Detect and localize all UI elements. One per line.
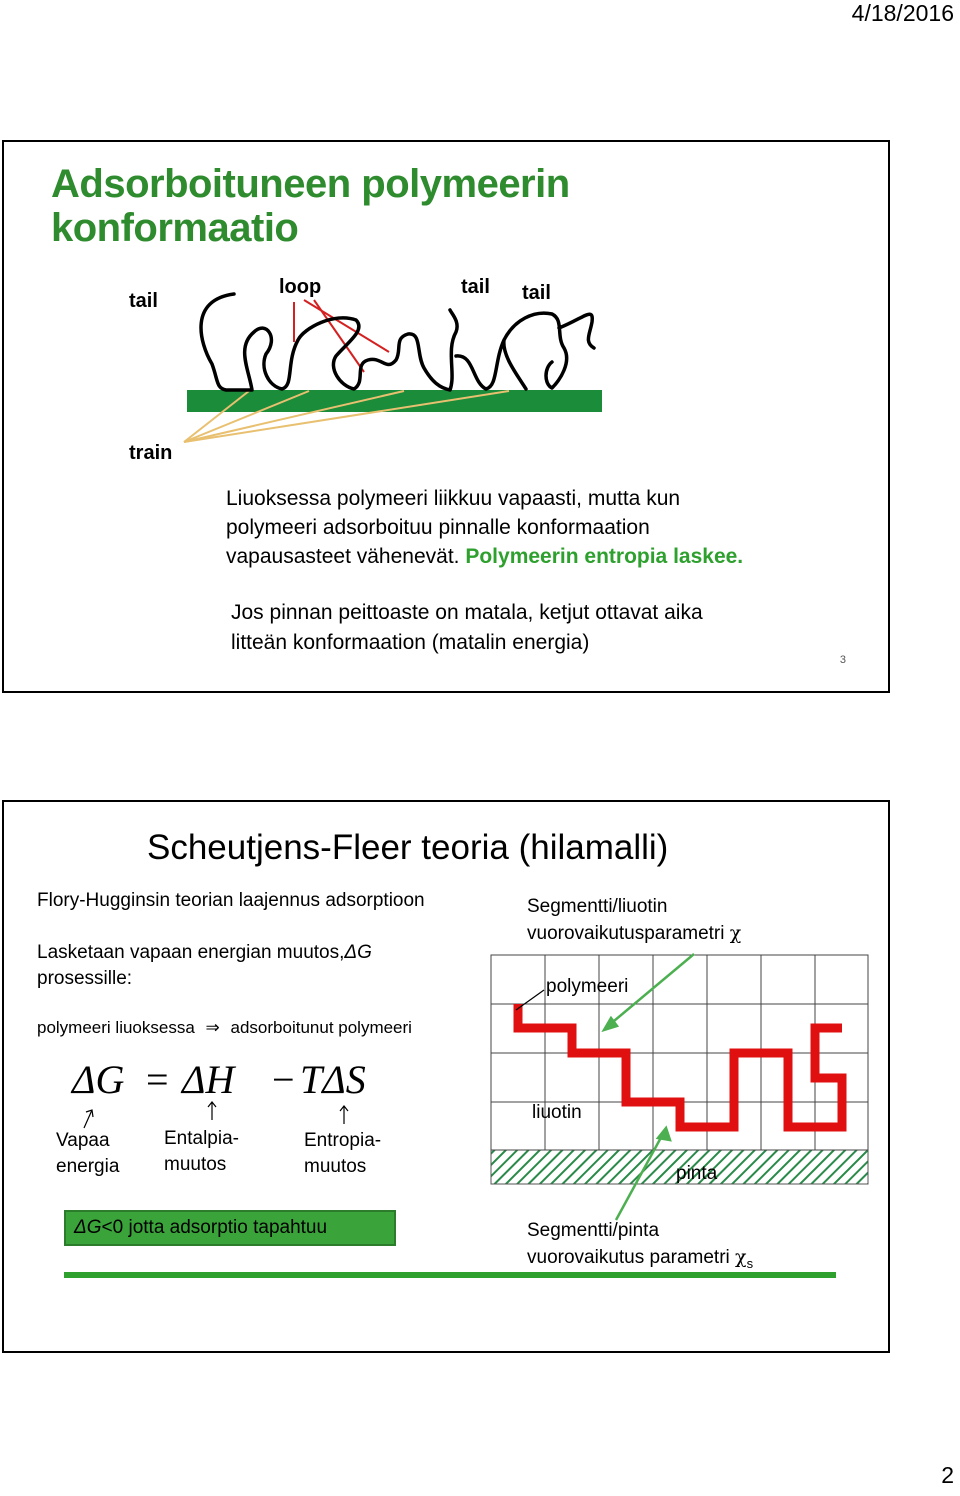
label-surface: pinta (676, 1163, 718, 1184)
slide-conformation (2, 140, 890, 693)
eq-delta-h: ΔH (182, 1057, 235, 1102)
eq-equals: = (146, 1057, 169, 1102)
label-train: train (129, 442, 173, 464)
segment-surface-label (527, 1218, 753, 1277)
label-tail-mid: tail (461, 276, 490, 298)
paragraph-entropy (226, 484, 826, 571)
eq-minus: − (272, 1057, 295, 1102)
label-enthalpy-1: Entalpia- (164, 1128, 239, 1149)
para1-line-3-plain: vapausasteet vähenevät. (226, 545, 466, 568)
process-from: polymeeri liuoksessa (37, 1018, 195, 1037)
polymer-pointer-line (516, 990, 544, 1010)
chi-s-arrowhead-icon (658, 1128, 670, 1140)
label-polymer: polymeeri (546, 976, 629, 997)
label-free-energy-2: energia (56, 1156, 120, 1177)
para2-line-1: Jos pinnan peittoaste on matala, ketjut ottavat aika (231, 601, 703, 624)
label-enthalpy-2: muutos (164, 1154, 227, 1175)
free-energy-line-2: prosessille: (37, 968, 133, 989)
delta-g-inline: ΔG (344, 942, 372, 963)
process-to: adsorboitunut polymeeri (230, 1018, 412, 1037)
label-entropy-2: muutos (304, 1156, 367, 1177)
label-entropy-1: Entropia- (304, 1130, 382, 1151)
title-line-1: Adsorboituneen polymeerin (51, 162, 570, 206)
polymer-conformation-diagram (4, 142, 888, 462)
entropy-highlight: Polymeerin entropia laskee. (465, 545, 744, 568)
slide-scheutjens-fleer (2, 800, 890, 1353)
eq-t-delta-s: TΔS (300, 1057, 366, 1102)
chi-symbol: χ (729, 922, 742, 944)
para1-line-2: polymeeri adsorboituu pinnalle konformaation (226, 516, 650, 539)
chi-s-subscript: s (746, 1255, 754, 1271)
polymer-chain (201, 294, 594, 390)
free-energy-line-1-text: Lasketaan vapaan energian muutos, (37, 942, 345, 963)
segment-solvent-line-1: Segmentti/liuotin (527, 896, 668, 917)
para1-line-3 (226, 542, 826, 571)
page-number: 2 (941, 1462, 954, 1488)
title-line-2: konformaatio (51, 206, 299, 250)
para1-line-1: Liuoksessa polymeeri liikkuu vapaasti, mutta kun (226, 487, 681, 510)
eq-delta-g: ΔG (72, 1057, 125, 1102)
lattice-model-diagram (4, 802, 888, 1302)
label-tail-right: tail (522, 282, 551, 304)
slide-number: 3 (839, 654, 846, 666)
label-tail-left: tail (129, 290, 158, 312)
label-loop: loop (279, 276, 322, 298)
condition-text: <0 jotta adsorptio tapahtuu (101, 1217, 328, 1238)
header-date: 4/18/2016 (851, 0, 954, 26)
segment-surface-line-1: Segmentti/pinta (527, 1220, 660, 1241)
slide-title: Scheutjens-Fleer teoria (hilamalli) (147, 828, 669, 867)
segment-surface-line-2: vuorovaikutus parametri (527, 1247, 730, 1268)
flory-huggins-line: Flory-Hugginsin teorian laajennus adsorptioon (37, 890, 425, 911)
chi-s-symbol: χ (735, 1246, 747, 1268)
label-solvent: liuotin (532, 1102, 582, 1123)
para2-line-2: litteän konformaation (matalin energia) (231, 631, 590, 654)
process-arrow-icon: ⇒ (205, 1018, 220, 1037)
segment-solvent-line-2: vuorovaikutusparametri (527, 923, 725, 944)
label-free-energy-1: Vapaa (56, 1130, 110, 1151)
paragraph-coverage (231, 598, 831, 658)
condition-delta-g: ΔG (74, 1217, 102, 1238)
